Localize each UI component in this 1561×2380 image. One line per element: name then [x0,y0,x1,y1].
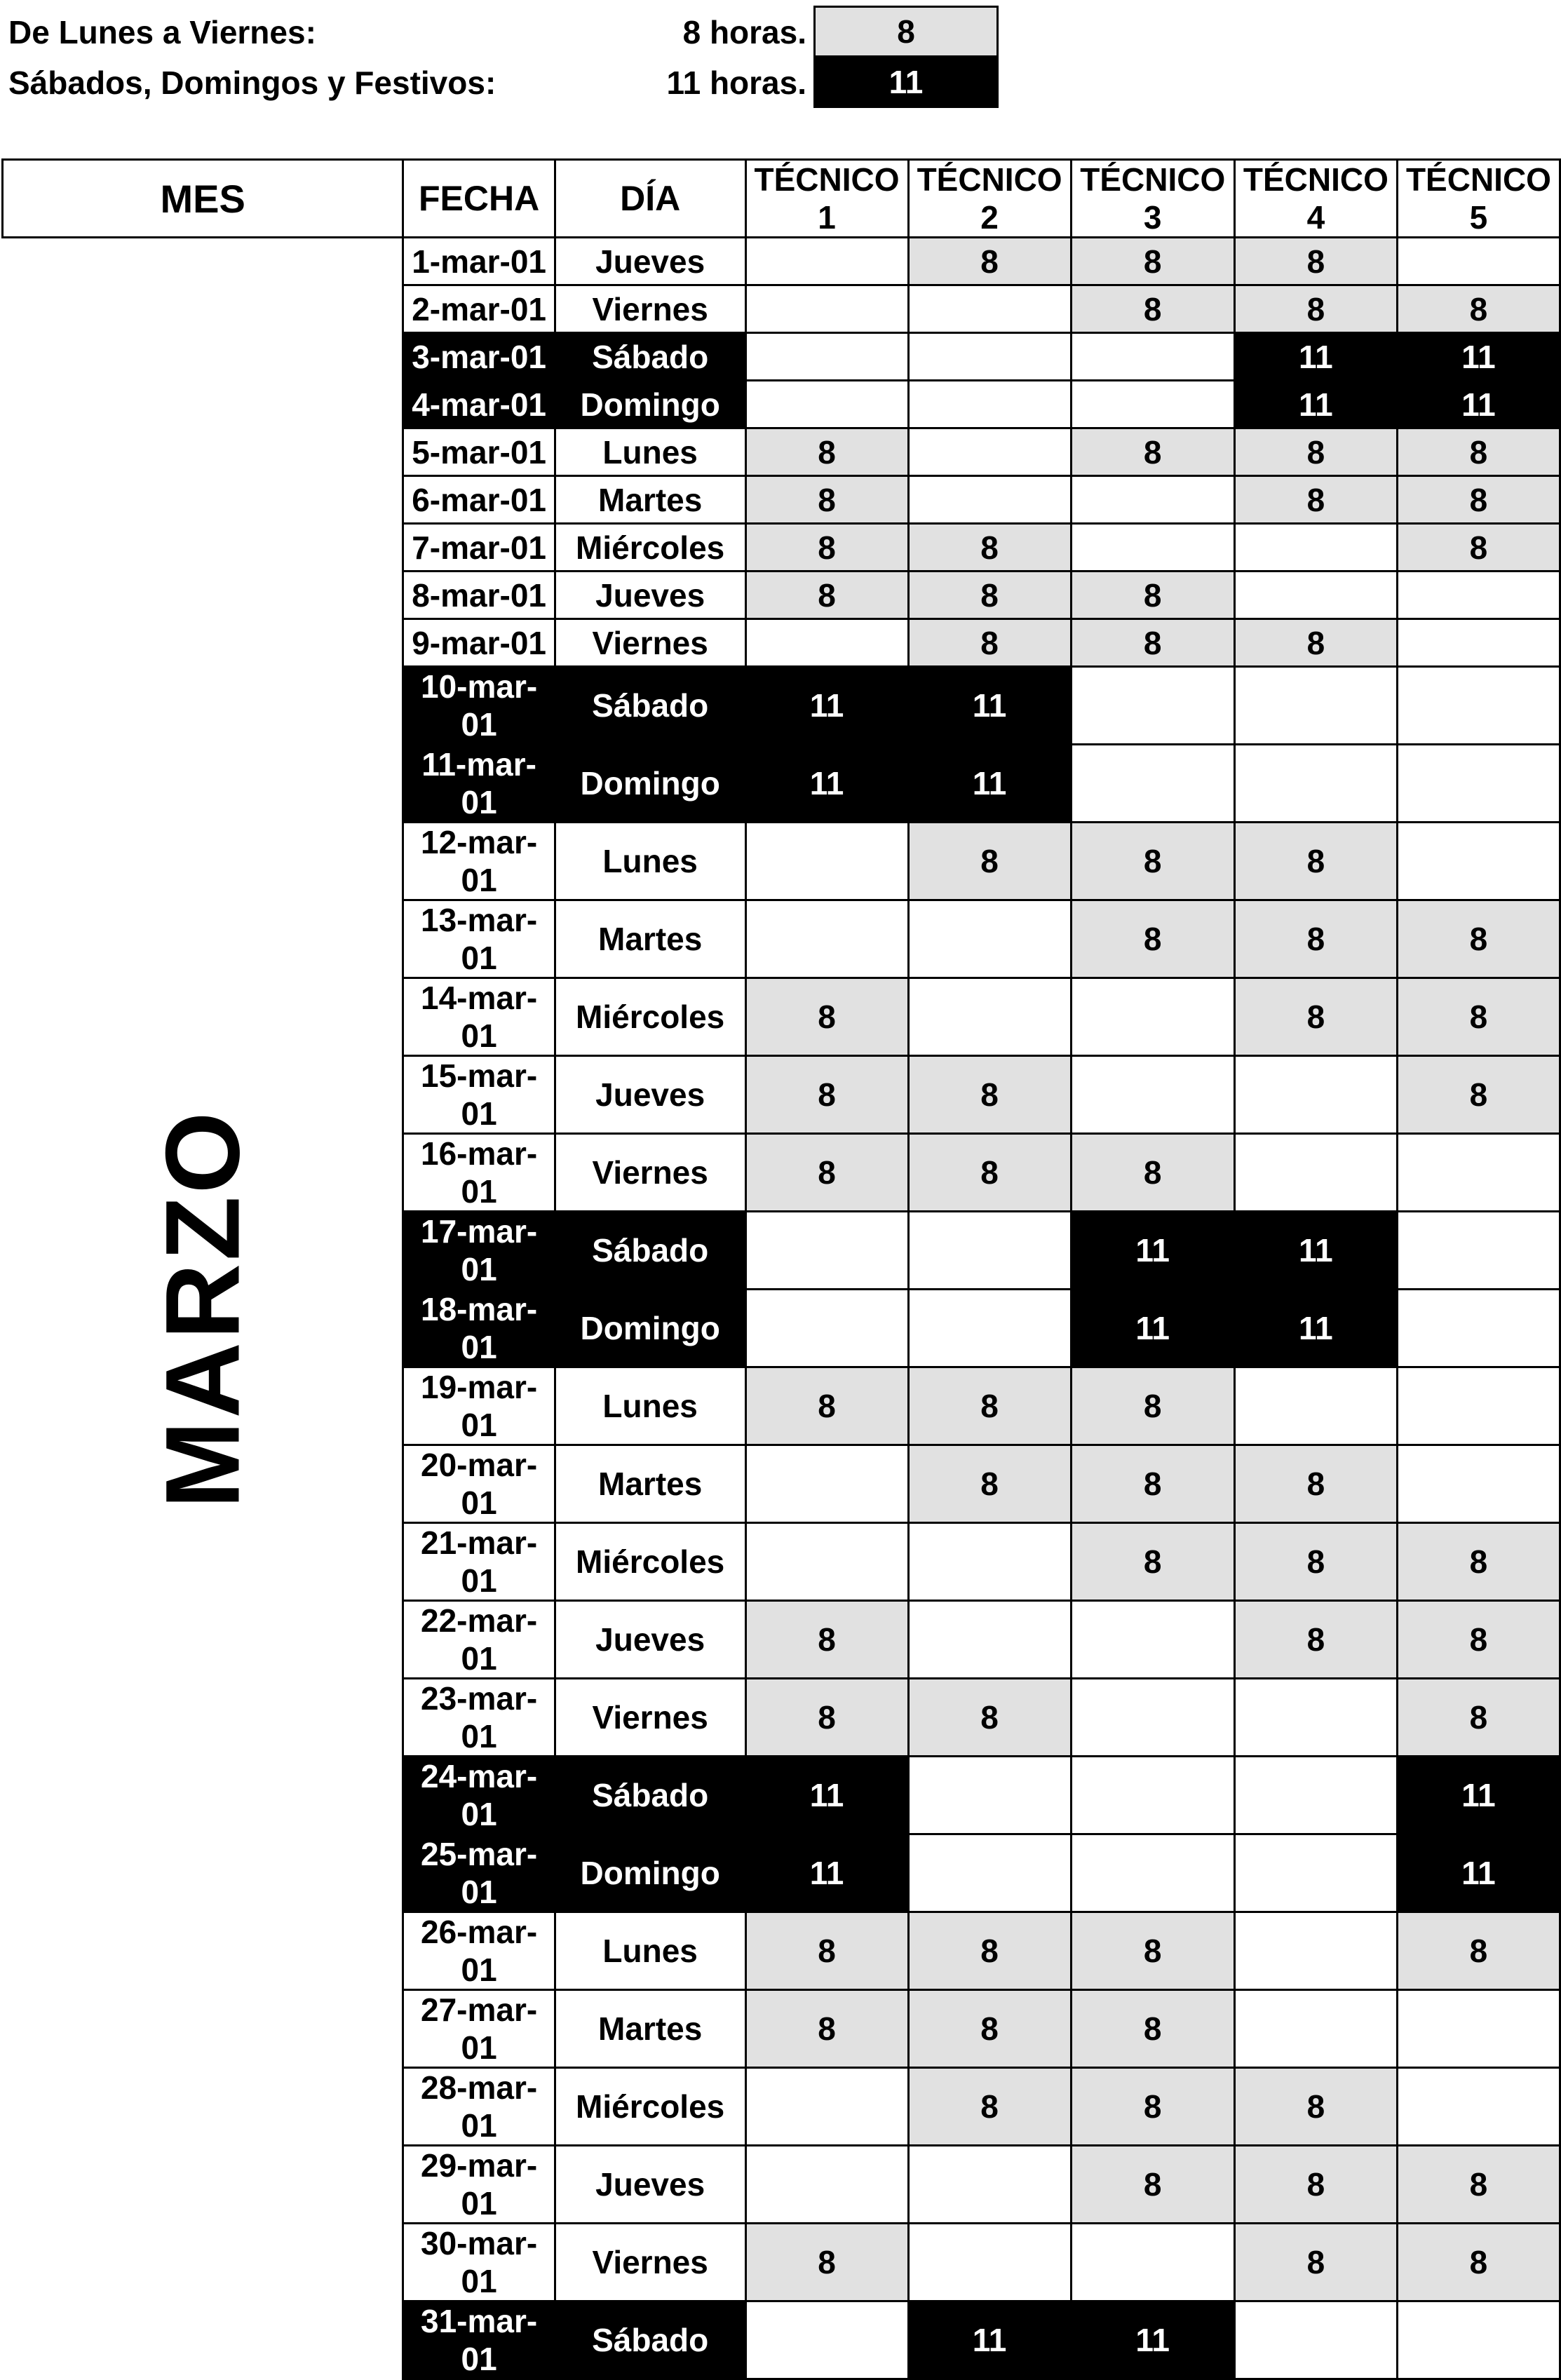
date-cell: 21-mar-01 [403,1523,555,1601]
header-row [3,160,1560,238]
tecnico-4-hours-cell: 8 [1234,2224,1397,2301]
day-cell: Jueves [555,1056,745,1134]
date-cell: 15-mar-01 [403,1056,555,1134]
tecnico-1-hours-cell: 8 [745,1912,908,1990]
day-cell: Sábado [555,1757,745,1834]
weekday-legend-swatch: 8 [813,6,999,58]
tecnico-5-hours-cell [1397,619,1560,667]
tecnico-1-hours-cell [745,1445,908,1523]
tecnico-2-hours-cell [908,381,1071,428]
tecnico-5-hours-cell [1397,2068,1560,2146]
tecnico-3-hours-cell: 11 [1071,1212,1234,1290]
tecnico-1-hours-cell [745,1523,908,1601]
tecnico-1-hours-cell: 8 [745,428,908,476]
day-cell: Lunes [555,823,745,900]
tecnico-4-hours-cell: 8 [1234,285,1397,333]
tecnico-3-hours-cell: 8 [1071,1445,1234,1523]
month-label: MARZO [142,1109,261,1509]
tecnico-3-hours-cell: 8 [1071,1912,1234,1990]
tecnico-4-hours-cell [1234,1757,1397,1834]
tecnico-1-hours-cell: 8 [745,1134,908,1212]
header-tecnico-2: TÉCNICO 2 [908,160,1071,238]
tecnico-4-hours-cell [1234,1679,1397,1757]
tecnico-4-hours-cell: 8 [1234,428,1397,476]
date-cell: 17-mar-01 [403,1212,555,1290]
day-cell: Sábado [555,2301,745,2379]
tecnico-5-hours-cell [1397,745,1560,823]
tecnico-5-hours-cell: 8 [1397,1912,1560,1990]
tecnico-5-hours-cell: 8 [1397,1056,1560,1134]
tecnico-3-hours-cell: 8 [1071,1990,1234,2068]
tecnico-1-hours-cell: 8 [745,1601,908,1679]
tecnico-3-hours-cell [1071,524,1234,572]
date-cell: 24-mar-01 [403,1757,555,1834]
tecnico-3-hours-cell [1071,1601,1234,1679]
tecnico-5-hours-cell: 8 [1397,2224,1560,2301]
tecnico-2-hours-cell [908,1834,1071,1912]
tecnico-1-hours-cell [745,285,908,333]
tecnico-3-hours-cell [1071,667,1234,745]
date-cell: 9-mar-01 [403,619,555,667]
date-cell: 20-mar-01 [403,1445,555,1523]
weekday-legend-hours: 8 horas. [682,14,806,50]
tecnico-3-hours-cell [1071,476,1234,524]
tecnico-5-hours-cell: 8 [1397,476,1560,524]
tecnico-2-hours-cell [908,476,1071,524]
tecnico-1-hours-cell: 8 [745,1056,908,1134]
tecnico-1-hours-cell [745,823,908,900]
tecnico-1-hours-cell: 8 [745,572,908,619]
tecnico-3-hours-cell: 8 [1071,619,1234,667]
tecnico-3-hours-cell: 8 [1071,238,1234,285]
tecnico-2-hours-cell [908,900,1071,978]
date-cell: 30-mar-01 [403,2224,555,2301]
date-cell: 8-mar-01 [403,572,555,619]
day-cell: Sábado [555,667,745,745]
header-dia: DÍA [555,160,745,238]
date-cell: 6-mar-01 [403,476,555,524]
tecnico-5-hours-cell [1397,1367,1560,1445]
tecnico-2-hours-cell [908,285,1071,333]
tecnico-4-hours-cell: 8 [1234,978,1397,1056]
tecnico-2-hours-cell [908,1601,1071,1679]
date-cell: 26-mar-01 [403,1912,555,1990]
tecnico-4-hours-cell [1234,667,1397,745]
header-fecha: FECHA [403,160,555,238]
tecnico-2-hours-cell: 8 [908,1056,1071,1134]
tecnico-3-hours-cell: 8 [1071,1134,1234,1212]
date-cell: 18-mar-01 [403,1290,555,1367]
tecnico-2-hours-cell: 8 [908,1912,1071,1990]
tecnico-5-hours-cell: 8 [1397,1523,1560,1601]
date-cell: 29-mar-01 [403,2146,555,2224]
tecnico-2-hours-cell: 8 [908,1679,1071,1757]
tecnico-2-hours-cell [908,1523,1071,1601]
schedule-table [1,158,1561,2380]
tecnico-2-hours-cell: 8 [908,823,1071,900]
tecnico-5-hours-cell: 8 [1397,1601,1560,1679]
tecnico-2-hours-cell [908,2146,1071,2224]
tecnico-1-hours-cell: 8 [745,1990,908,2068]
tecnico-4-hours-cell [1234,1990,1397,2068]
day-cell: Miércoles [555,1523,745,1601]
tecnico-5-hours-cell: 8 [1397,428,1560,476]
date-cell: 11-mar-01 [403,745,555,823]
tecnico-1-hours-cell: 11 [745,1834,908,1912]
header-tecnico-4: TÉCNICO 4 [1234,160,1397,238]
tecnico-4-hours-cell: 8 [1234,2068,1397,2146]
tecnico-5-hours-cell [1397,572,1560,619]
tecnico-2-hours-cell: 8 [908,1445,1071,1523]
tecnico-1-hours-cell: 8 [745,524,908,572]
tecnico-2-hours-cell [908,1290,1071,1367]
tecnico-2-hours-cell: 8 [908,619,1071,667]
day-cell: Miércoles [555,524,745,572]
weekend-legend-hours: 11 horas. [666,65,806,101]
tecnico-2-hours-cell: 11 [908,745,1071,823]
date-cell: 5-mar-01 [403,428,555,476]
tecnico-3-hours-cell [1071,978,1234,1056]
tecnico-3-hours-cell [1071,745,1234,823]
schedule-body [3,238,1560,2379]
tecnico-5-hours-cell: 8 [1397,1679,1560,1757]
tecnico-5-hours-cell: 8 [1397,978,1560,1056]
date-cell: 31-mar-01 [403,2301,555,2379]
tecnico-2-hours-cell: 11 [908,667,1071,745]
tecnico-4-hours-cell [1234,524,1397,572]
day-cell: Sábado [555,333,745,381]
tecnico-5-hours-cell: 11 [1397,333,1560,381]
tecnico-5-hours-cell [1397,1290,1560,1367]
weekday-legend-label: De Lunes a Viernes: [8,14,316,50]
date-cell: 2-mar-01 [403,285,555,333]
tecnico-1-hours-cell [745,1212,908,1290]
day-cell: Lunes [555,428,745,476]
tecnico-3-hours-cell [1071,2224,1234,2301]
tecnico-3-hours-cell: 8 [1071,285,1234,333]
date-cell: 23-mar-01 [403,1679,555,1757]
tecnico-1-hours-cell [745,2301,908,2379]
date-cell: 22-mar-01 [403,1601,555,1679]
day-cell: Martes [555,1990,745,2068]
tecnico-4-hours-cell [1234,1912,1397,1990]
tecnico-1-hours-cell [745,1290,908,1367]
tecnico-2-hours-cell [908,428,1071,476]
day-cell: Lunes [555,1367,745,1445]
date-cell: 25-mar-01 [403,1834,555,1912]
tecnico-1-hours-cell: 8 [745,1679,908,1757]
tecnico-5-hours-cell [1397,1212,1560,1290]
day-cell: Domingo [555,1834,745,1912]
tecnico-2-hours-cell: 8 [908,1367,1071,1445]
tecnico-5-hours-cell [1397,238,1560,285]
tecnico-4-hours-cell [1234,1056,1397,1134]
tecnico-1-hours-cell [745,238,908,285]
day-cell: Miércoles [555,2068,745,2146]
day-cell: Martes [555,900,745,978]
tecnico-4-hours-cell: 8 [1234,1601,1397,1679]
month-cell [3,238,403,2379]
tecnico-3-hours-cell [1071,381,1234,428]
date-cell: 1-mar-01 [403,238,555,285]
tecnico-2-hours-cell: 8 [908,1990,1071,2068]
tecnico-3-hours-cell: 8 [1071,823,1234,900]
tecnico-1-hours-cell [745,381,908,428]
day-cell: Viernes [555,1134,745,1212]
tecnico-2-hours-cell: 8 [908,1134,1071,1212]
day-cell: Martes [555,476,745,524]
header-tecnico-5: TÉCNICO 5 [1397,160,1560,238]
tecnico-4-hours-cell: 8 [1234,476,1397,524]
tecnico-2-hours-cell [908,333,1071,381]
day-cell: Viernes [555,285,745,333]
date-cell: 7-mar-01 [403,524,555,572]
day-cell: Viernes [555,2224,745,2301]
tecnico-1-hours-cell: 8 [745,978,908,1056]
tecnico-5-hours-cell: 8 [1397,900,1560,978]
day-cell: Viernes [555,619,745,667]
tecnico-5-hours-cell: 8 [1397,285,1560,333]
tecnico-4-hours-cell [1234,745,1397,823]
tecnico-4-hours-cell: 11 [1234,1290,1397,1367]
header-tecnico-1: TÉCNICO 1 [745,160,908,238]
day-cell: Domingo [555,1290,745,1367]
tecnico-3-hours-cell: 8 [1071,572,1234,619]
header-tecnico-3: TÉCNICO 3 [1071,160,1234,238]
tecnico-2-hours-cell: 11 [908,2301,1071,2379]
tecnico-4-hours-cell: 8 [1234,238,1397,285]
tecnico-2-hours-cell: 8 [908,238,1071,285]
tecnico-3-hours-cell [1071,1056,1234,1134]
day-cell: Jueves [555,1601,745,1679]
tecnico-4-hours-cell: 8 [1234,619,1397,667]
tecnico-4-hours-cell [1234,572,1397,619]
tecnico-2-hours-cell: 8 [908,2068,1071,2146]
tecnico-1-hours-cell: 8 [745,1367,908,1445]
tecnico-3-hours-cell [1071,333,1234,381]
tecnico-1-hours-cell: 11 [745,667,908,745]
tecnico-2-hours-cell [908,978,1071,1056]
weekend-legend-label: Sábados, Domingos y Festivos: [8,65,496,101]
day-cell: Jueves [555,572,745,619]
tecnico-1-hours-cell [745,619,908,667]
tecnico-4-hours-cell: 8 [1234,900,1397,978]
tecnico-5-hours-cell: 8 [1397,2146,1560,2224]
day-cell: Sábado [555,1212,745,1290]
tecnico-5-hours-cell: 11 [1397,1834,1560,1912]
date-cell: 14-mar-01 [403,978,555,1056]
tecnico-1-hours-cell [745,900,908,978]
date-cell: 19-mar-01 [403,1367,555,1445]
header-mes: MES [3,160,403,238]
date-cell: 12-mar-01 [403,823,555,900]
tecnico-1-hours-cell: 11 [745,745,908,823]
tecnico-3-hours-cell [1071,1757,1234,1834]
tecnico-4-hours-cell [1234,2301,1397,2379]
tecnico-5-hours-cell [1397,1445,1560,1523]
tecnico-3-hours-cell [1071,1834,1234,1912]
tecnico-1-hours-cell: 8 [745,2224,908,2301]
hours-legend [0,0,1010,112]
tecnico-5-hours-cell [1397,1990,1560,2068]
tecnico-3-hours-cell [1071,1679,1234,1757]
day-cell: Jueves [555,238,745,285]
date-cell: 27-mar-01 [403,1990,555,2068]
tecnico-4-hours-cell: 8 [1234,2146,1397,2224]
day-cell: Jueves [555,2146,745,2224]
tecnico-5-hours-cell [1397,667,1560,745]
tecnico-4-hours-cell [1234,1834,1397,1912]
day-cell: Martes [555,1445,745,1523]
tecnico-1-hours-cell: 11 [745,1757,908,1834]
tecnico-4-hours-cell: 11 [1234,333,1397,381]
tecnico-4-hours-cell: 11 [1234,1212,1397,1290]
tecnico-2-hours-cell: 8 [908,524,1071,572]
tecnico-5-hours-cell: 11 [1397,381,1560,428]
tecnico-1-hours-cell [745,2146,908,2224]
tecnico-2-hours-cell [908,2224,1071,2301]
tecnico-3-hours-cell: 11 [1071,1290,1234,1367]
day-cell: Viernes [555,1679,745,1757]
tecnico-4-hours-cell: 8 [1234,1445,1397,1523]
date-cell: 3-mar-01 [403,333,555,381]
tecnico-2-hours-cell [908,1757,1071,1834]
date-cell: 4-mar-01 [403,381,555,428]
date-cell: 16-mar-01 [403,1134,555,1212]
day-cell: Domingo [555,381,745,428]
date-cell: 13-mar-01 [403,900,555,978]
tecnico-4-hours-cell: 8 [1234,823,1397,900]
weekend-legend-swatch: 11 [813,56,999,108]
tecnico-2-hours-cell: 8 [908,572,1071,619]
date-cell: 28-mar-01 [403,2068,555,2146]
tecnico-3-hours-cell: 8 [1071,900,1234,978]
tecnico-5-hours-cell: 11 [1397,1757,1560,1834]
tecnico-3-hours-cell: 8 [1071,2068,1234,2146]
tecnico-4-hours-cell [1234,1367,1397,1445]
tecnico-3-hours-cell: 8 [1071,428,1234,476]
tecnico-1-hours-cell [745,2068,908,2146]
tecnico-3-hours-cell: 8 [1071,1367,1234,1445]
tecnico-5-hours-cell [1397,2301,1560,2379]
tecnico-2-hours-cell [908,1212,1071,1290]
tecnico-5-hours-cell: 8 [1397,524,1560,572]
tecnico-5-hours-cell [1397,823,1560,900]
date-cell: 10-mar-01 [403,667,555,745]
tecnico-4-hours-cell [1234,1134,1397,1212]
table-row [3,238,1560,285]
day-cell: Miércoles [555,978,745,1056]
tecnico-1-hours-cell [745,333,908,381]
day-cell: Lunes [555,1912,745,1990]
tecnico-1-hours-cell: 8 [745,476,908,524]
tecnico-4-hours-cell: 8 [1234,1523,1397,1601]
tecnico-3-hours-cell: 11 [1071,2301,1234,2379]
day-cell: Domingo [555,745,745,823]
tecnico-3-hours-cell: 8 [1071,2146,1234,2224]
tecnico-3-hours-cell: 8 [1071,1523,1234,1601]
tecnico-5-hours-cell [1397,1134,1560,1212]
tecnico-4-hours-cell: 11 [1234,381,1397,428]
